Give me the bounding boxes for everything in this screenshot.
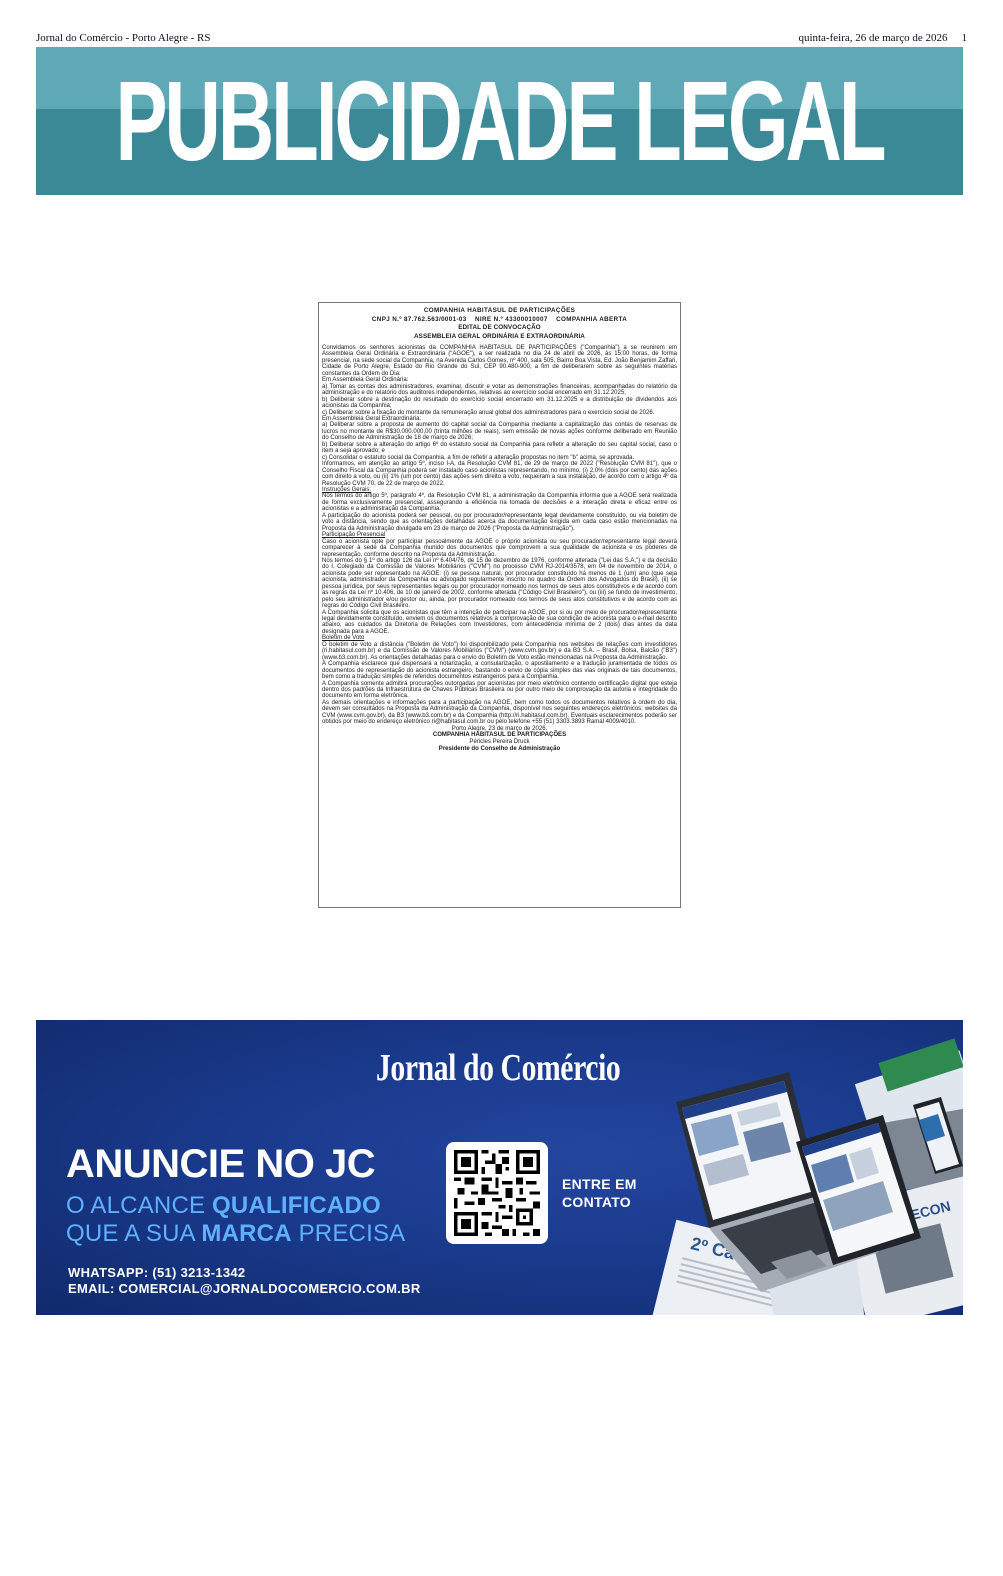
ad-sub-bold: MARCA bbox=[201, 1220, 292, 1247]
jc-advertisement[interactable] bbox=[36, 1020, 963, 1315]
notice-assembly: ASSEMBLEIA GERAL ORDINÁRIA E EXTRAORDINÁRIA bbox=[414, 332, 585, 340]
ad-sub-line-1 bbox=[66, 1192, 405, 1220]
signature-name: Péricles Pereira Druck bbox=[469, 738, 530, 745]
notice-age-b: b) Deliberar sobre a alteração do artigo 6º do estatuto social da Companhia para refletir a alteração do seu capital social, caso o item a seja aprovado; e bbox=[322, 441, 677, 455]
notice-intro: Convidamos os senhores acionistas da COMPANHIA HABITASUL DE PARTICIPAÇÕES ("Companhia") a se reunirem em Assembleia Geral Ordinária e Extraordinária ("AGOE"), a ser realizada no dia 24 de abril de 2026, às 15:00 horas, de forma presencial, na sede social da Companhia, na Avenida Carlos Gomes, nº 400, sala 505, Bairro Boa Vista, Ed. João Benjamim Zaffari, Cidade de Porto Alegre, Estado do Rio Grande do Sul, CEP 90.480-900, a fim de deliberarem sobre as seguintes matérias constantes da Ordem do Dia: bbox=[322, 345, 677, 377]
notice-ago-c: c) Deliberar sobre a fixação do montante da remuneração anual global dos administradores para o exercício social de 2026. bbox=[322, 409, 655, 416]
notice-ballot-4: As demais orientações e informações para a participação na AGOE, bem como todos os documentos relativos à ordem do dia, devem ser consultados na Proposta da Administração da Companhia, disponível nos seguintes endereços eletrônicos: websites da CVM (www.cvm.gov.br), da B3 (www.b3.com.br) e da Companhia (http://ri.habitasul.com.br). Eventuais esclarecimentos poderão ser obtidos por meio do endereço eletrônico ri@habitasul.com.br ou pelo telefone +55 (51) 3303.3893 Ramal 4009/4010. bbox=[322, 699, 677, 726]
legal-notice bbox=[318, 302, 681, 908]
ad-cta-line-2: CONTATO bbox=[562, 1194, 631, 1210]
qr-code-icon bbox=[454, 1150, 540, 1236]
notice-ballot-2: A Companhia esclarece que dispensará a notarização, a consularização, o apostilamento e a tradução juramentada de todos os documentos de representação do acionista estrangeiro, bastando o envio de cópia simples das vias originais de tais documentos, bem como a tradução simples de referidos documentos estrangeiros para a Companhia. bbox=[322, 661, 677, 681]
signature-role bbox=[322, 746, 677, 753]
notice-general-2: A participação do acionista poderá ser pessoal, ou por procurador/representante legal devidamente constituído, ou via boletim de voto a distância, sendo que as orientações detalhadas acerca da documentação exigida em cada caso estão mencionadas na Proposta da Administração divulgada em 23 de março de 2026 ("Proposta da Administração"). bbox=[322, 512, 677, 532]
notice-age-c: c) Consolidar o estatuto social da Companhia, a fim de refletir a alteração propostas no item "b" acima, se aprovada. bbox=[322, 454, 635, 461]
running-header-right bbox=[798, 32, 967, 44]
ad-subheadline bbox=[66, 1192, 405, 1248]
notice-company: COMPANHIA HABITASUL DE PARTICIPAÇÕES bbox=[423, 307, 576, 314]
ad-sub-text: PRECISA bbox=[291, 1220, 406, 1247]
notice-ago-b: b) Deliberar sobre a destinação do resultado do exercício social encerrado em 31.12.2025 e a distribuição de dividendos aos acionistas da Companhia; bbox=[322, 396, 677, 410]
ad-sub-text: O ALCANCE bbox=[66, 1192, 213, 1219]
notice-presence-title: Participação Presencial bbox=[322, 532, 386, 539]
notice-age-title: Em Assembleia Geral Extraordinária: bbox=[322, 415, 422, 422]
notice-age-a: a) Deliberar sobre a proposta de aumento do capital social da Companhia mediante a capitalização das contas de reservas de lucros no montante de R$30.000.000,00 (trinta milhões de reais), sem emissão de novas ações conforme deliberado em Reunião do Conselho de Administração de 18 de março de 2026; bbox=[322, 422, 677, 442]
signature-company-text: COMPANHIA HABITASUL DE PARTICIPAÇÕES bbox=[432, 732, 567, 739]
notice-place-date: Porto Alegre, 23 de março de 2026. bbox=[451, 725, 548, 732]
newspaper-mast-2: ECON bbox=[909, 1197, 953, 1223]
ad-whatsapp[interactable]: WHATSAPP: (51) 3213-1342 bbox=[68, 1265, 246, 1280]
newspaper-mast-1: 2º bbox=[688, 1233, 710, 1257]
notice-ago-title: Em Assembleia Geral Ordinária: bbox=[322, 377, 409, 384]
ad-sub-line-2 bbox=[66, 1220, 405, 1248]
notice-presence-1: Caso o acionista opte por participar pessoalmente da AGOE o próprio acionista ou seu procurador/representante legal deverá comparecer à sede da Companhia munido dos documentos que comprovem a sua qualidade de acionista e os poderes de representação, conforme descrito na Proposta da Administração. bbox=[322, 538, 677, 558]
notice-ballot-1: O boletim de voto a distância ("Boletim de Voto") foi disponibilizado pela Companhia nos websites de relações com investidores (ri.habitasul.com.br) e da Comissão de Valores Mobiliários ("CVM") (www.cvm.gov.br) e da B3 S.A. – Brasil, Bolsa, Balcão ("B3") (www.b3.com.br). As orientações detalhadas para o envio do Boletim de Voto estão mencionadas na Proposta da Administração. bbox=[322, 641, 677, 661]
ad-sub-bold: QUALIFICADO bbox=[212, 1192, 381, 1219]
running-header-date: quinta-feira, 26 de março de 2026 bbox=[798, 32, 948, 44]
notice-presence-2: Nos termos do § 1º do artigo 126 da Lei nº 6.404/76, de 15 de dezembro de 1976, conforme alterada ("Lei das S.A.") e da decisão do I. Colegiado da Comissão de Valores Mobiliários ("CVM") no processo CVM RJ-2014/3578, em 04 de novembro de 2014, o acionista pode ser representado na AGOE: (i) se pessoa natural, por procurador constituído há menos de 1 (um) ano (que seja acionista, administrador da Companhia ou advogado regularmente inscrito no quadro da Ordem dos Advogados do Brasil), (ii) se pessoa jurídica, por seus representantes legais ou por procurador nomeado nos termos de seus atos constitutivos e de acordo com as regras da Lei nº 10.406, de 10 de janeiro de 2002, conforme alterada ("Código Civil Brasileiro"), ou (iii) se fundo de investimento, pelo seu administrador e/ou gestor ou, ainda, por procurador nomeado nos termos de seus atos constitutivos e de acordo com as regras do Código Civil Brasileiro. bbox=[322, 557, 677, 610]
section-banner bbox=[36, 47, 963, 195]
notice-ids: CNPJ N.º 87.762.563/0001-03 NIRE N.º 43300010007 COMPANHIA ABERTA bbox=[371, 315, 628, 323]
qr-code[interactable] bbox=[446, 1142, 548, 1244]
ad-sub-text: QUE A SUA bbox=[66, 1220, 202, 1247]
notice-edital: EDITAL DE CONVOCAÇÃO bbox=[458, 324, 541, 331]
notice-ballot-3: A Companhia somente admitirá procurações outorgadas por acionistas por meio eletrônico contendo certificação digital que esteja dentro dos padrões da Infraestrutura de Chaves Públicas Brasileira ou por outro meio de comprovação da autoria e integridade do documento em forma eletrônica. bbox=[322, 680, 677, 700]
notice-info: Informamos, em atenção ao artigo 5º, inciso I-A, da Resolução CVM 81, de 29 de março de 2022 ("Resolução CVM 81"), que o Conselho Fiscal da Companhia poderá ser instalado caso acionistas representando, no mínimo, (i) 2,0% (dois por cento) das ações com direito a voto, ou (ii) 1% (um por cento) das ações sem direito a voto, requeiram a sua instalação, de acordo com o artigo 4º da Resolução CVM 70, de 22 de março de 2022. bbox=[322, 461, 677, 487]
signature-role-text: Presidente do Conselho de Administração bbox=[438, 745, 561, 752]
jc-logo: Jornal do Comércio bbox=[376, 1047, 621, 1089]
ad-contact bbox=[68, 1265, 421, 1297]
signature-company bbox=[322, 732, 677, 739]
ad-cta-line-1: ENTRE EM bbox=[562, 1176, 637, 1192]
notice-general-title: Instruções Gerais: bbox=[322, 486, 372, 493]
running-header-publication: Jornal do Comércio - Porto Alegre - RS bbox=[36, 32, 211, 44]
devices-illustration bbox=[621, 1020, 963, 1315]
notice-ago-a: a) Tomar as contas dos administradores, examinar, discutir e votar as demonstrações financeiras, acompanhadas do relatório da administração e do relatório dos auditores independentes, relativas ao exercício social encerrado em 31.12.2025; bbox=[322, 383, 677, 397]
ad-email[interactable]: EMAIL: COMERCIAL@JORNALDOCOMERCIO.COM.BR bbox=[68, 1281, 421, 1296]
page-number: 1 bbox=[961, 32, 967, 44]
ad-headline: ANUNCIE NO JC bbox=[66, 1142, 376, 1186]
notice-presence-3: A Companhia solicita que os acionistas que têm a intenção de participar na AGOE, por si ou por meio de procurador/representante legal devidamente constituído, enviem os documentos relativos à comprovação de sua condição de acionista para o e-mail descrito abaixo, aos cuidados da Diretoria de Relações com Investidores, com antecedência mínima de 2 (dois) dias antes da data designada para a AGOE. bbox=[322, 609, 677, 635]
notice-ballot-title: Boletim de Voto bbox=[322, 635, 365, 642]
notice-general-1: Nos termos do artigo 5º, parágrafo 4º, da Resolução CVM 81, a administração da Companhia informa que a AGOE será realizada de forma exclusivamente presencial, assegurando a eficiência na tomada de decisões e a interação direta e eficaz entre os acionistas e a administração da Companhia. bbox=[322, 493, 677, 513]
section-title: PUBLICIDADE LEGAL bbox=[115, 57, 884, 185]
